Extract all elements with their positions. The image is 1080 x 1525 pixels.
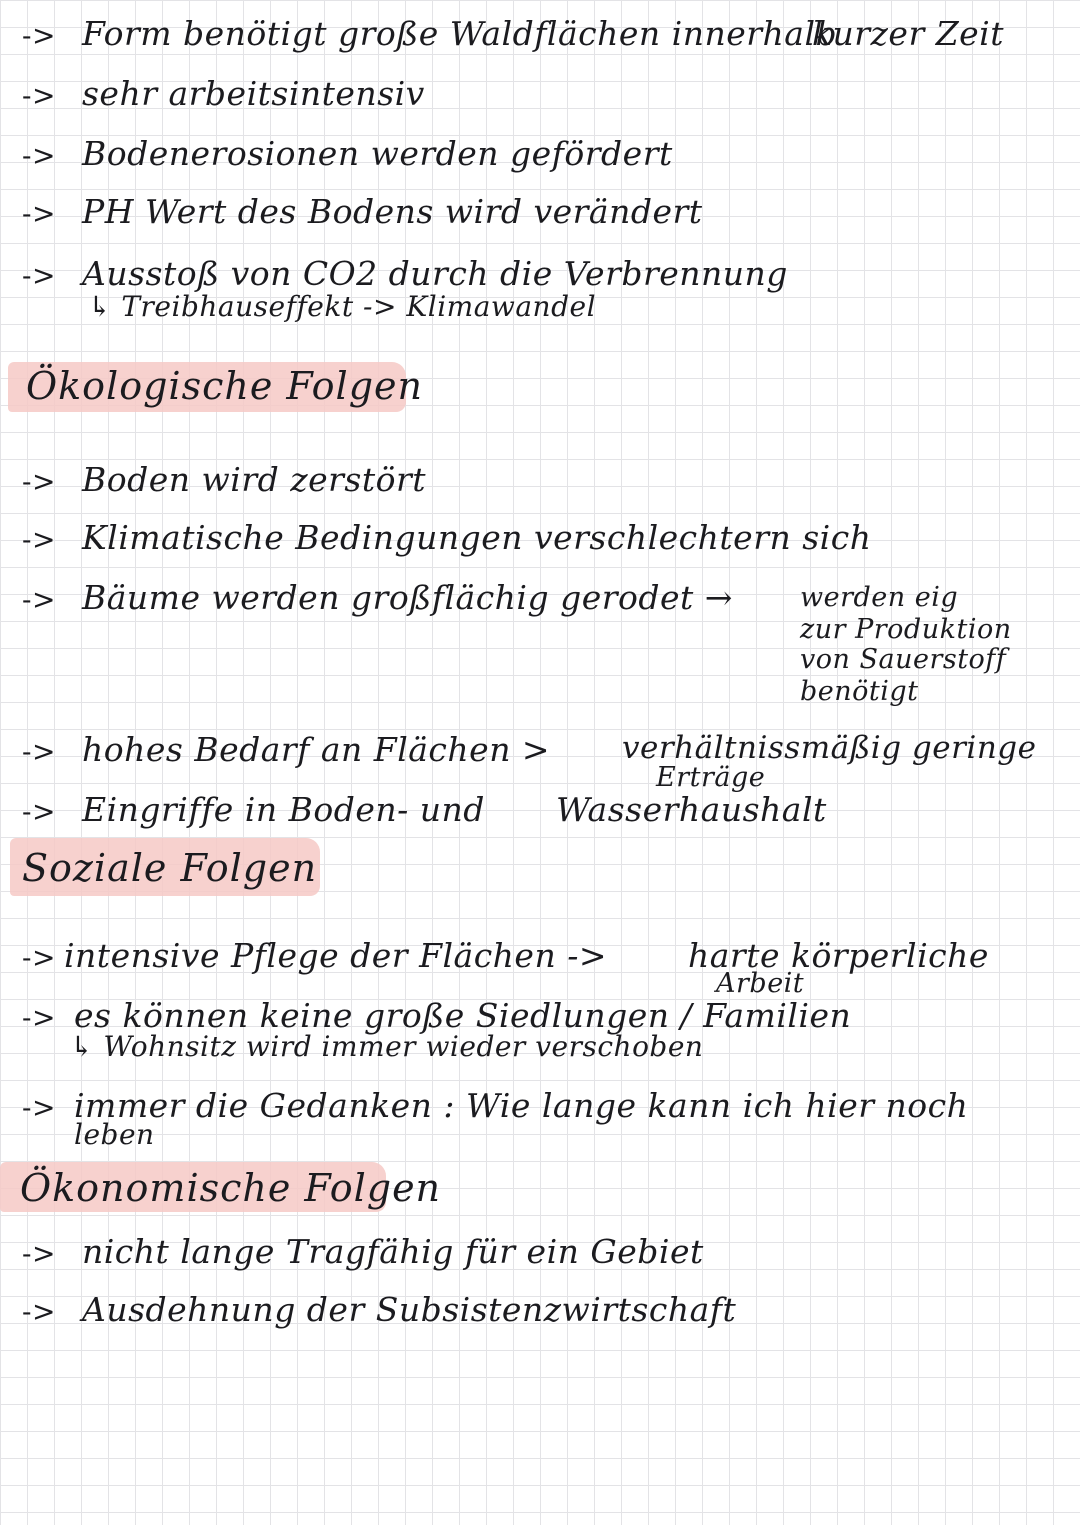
sozial-line-1-right: harte körperliche: [688, 936, 989, 975]
sozial-line-1-arbeit: Arbeit: [716, 968, 805, 999]
sozial-line-4-leben: leben: [74, 1118, 155, 1151]
oekon-line-2: [22, 1290, 736, 1329]
intro-line-2-text: sehr arbeitsintensiv: [82, 74, 425, 113]
intro-line-5: [22, 254, 788, 293]
sub-arrow-icon: ↳: [88, 290, 112, 323]
oeko-line-2-text: Klimatische Bedingungen verschlechtern sich: [82, 518, 872, 557]
intro-line-4-text: PH Wert des Bodens wird verändert: [82, 192, 703, 231]
oeko-line-5-text: Eingriffe in Boden- und: [82, 790, 485, 829]
arrow-icon: ->: [22, 583, 56, 616]
intro-line-3: [22, 134, 673, 173]
arrow-icon: ->: [22, 1001, 56, 1034]
sozial-line-4: [22, 1086, 968, 1125]
oeko-note-2: zur Produktion: [800, 614, 1012, 645]
oeko-line-3-text: Bäume werden großflächig gerodet →: [82, 578, 733, 617]
oeko-line-4: [22, 730, 550, 769]
intro-line-5-text: Ausstoß von CO2 durch die Verbrennung: [82, 254, 788, 293]
oeko-line-4-right: verhältnissmäßig geringe: [622, 730, 1037, 766]
heading-soziale-folgen: Soziale Folgen: [22, 846, 318, 890]
intro-line-1-text: Form benötigt große Waldflächen innerhalb: [82, 14, 838, 53]
oeko-line-3: [22, 578, 733, 617]
oeko-note-3: von Sauerstoff: [800, 644, 1007, 675]
heading-oekonomische-folgen: Ökonomische Folgen: [20, 1166, 442, 1210]
arrow-icon: ->: [22, 795, 56, 828]
intro-line-1-end-text: kurzer Zeit: [812, 14, 1004, 53]
heading-oekologische-folgen: Ökologische Folgen: [26, 364, 423, 408]
intro-line-1-end: [812, 14, 1004, 53]
intro-line-6: [88, 290, 596, 323]
oeko-line-1-text: Boden wird zerstört: [82, 460, 426, 499]
arrow-icon: ->: [22, 1237, 56, 1270]
sozial-line-2-text: es können keine große Siedlungen / Familien: [74, 996, 852, 1035]
oekon-line-1-text: nicht lange Tragfähig für ein Gebiet: [82, 1232, 704, 1271]
intro-line-1: [22, 14, 837, 53]
sozial-line-3: [70, 1030, 703, 1063]
sozial-line-1: [22, 936, 607, 975]
oeko-line-5: [22, 790, 485, 829]
oeko-line-1: [22, 460, 426, 499]
oeko-line-4-text: hohes Bedarf an Flächen >: [82, 730, 551, 769]
sozial-line-1-text: intensive Pflege der Flächen ->: [64, 936, 608, 975]
arrow-icon: ->: [22, 735, 56, 768]
oeko-line-2: [22, 518, 871, 557]
arrow-icon: ->: [22, 941, 56, 974]
arrow-icon: ->: [22, 259, 56, 292]
oeko-note-4: benötigt: [800, 676, 919, 707]
oekon-line-2-text: Ausdehnung der Subsistenzwirtschaft: [82, 1290, 737, 1329]
arrow-icon: ->: [22, 1295, 56, 1328]
oeko-note-1: werden eig: [800, 582, 959, 613]
arrow-icon: ->: [22, 465, 56, 498]
intro-line-3-text: Bodenerosionen werden gefördert: [82, 134, 673, 173]
sozial-line-4-text: immer die Gedanken : Wie lange kann ich hier noch: [74, 1086, 969, 1125]
arrow-icon: ->: [22, 19, 56, 52]
arrow-icon: ->: [22, 139, 56, 172]
arrow-icon: ->: [22, 79, 56, 112]
arrow-icon: ->: [22, 1091, 56, 1124]
arrow-icon: ->: [22, 197, 56, 230]
intro-line-2: [22, 74, 425, 113]
oekon-line-1: [22, 1232, 704, 1271]
intro-line-4: [22, 192, 703, 231]
sozial-line-3-text: Wohnsitz wird immer wieder verschoben: [103, 1030, 704, 1063]
arrow-icon: ->: [22, 523, 56, 556]
oeko-line-4-ertraege: Erträge: [656, 762, 766, 793]
oeko-line-5-right: Wasserhaushalt: [556, 790, 827, 829]
intro-line-6-text: Treibhauseffekt -> Klimawandel: [121, 290, 597, 323]
sub-arrow-icon: ↳: [70, 1030, 94, 1063]
